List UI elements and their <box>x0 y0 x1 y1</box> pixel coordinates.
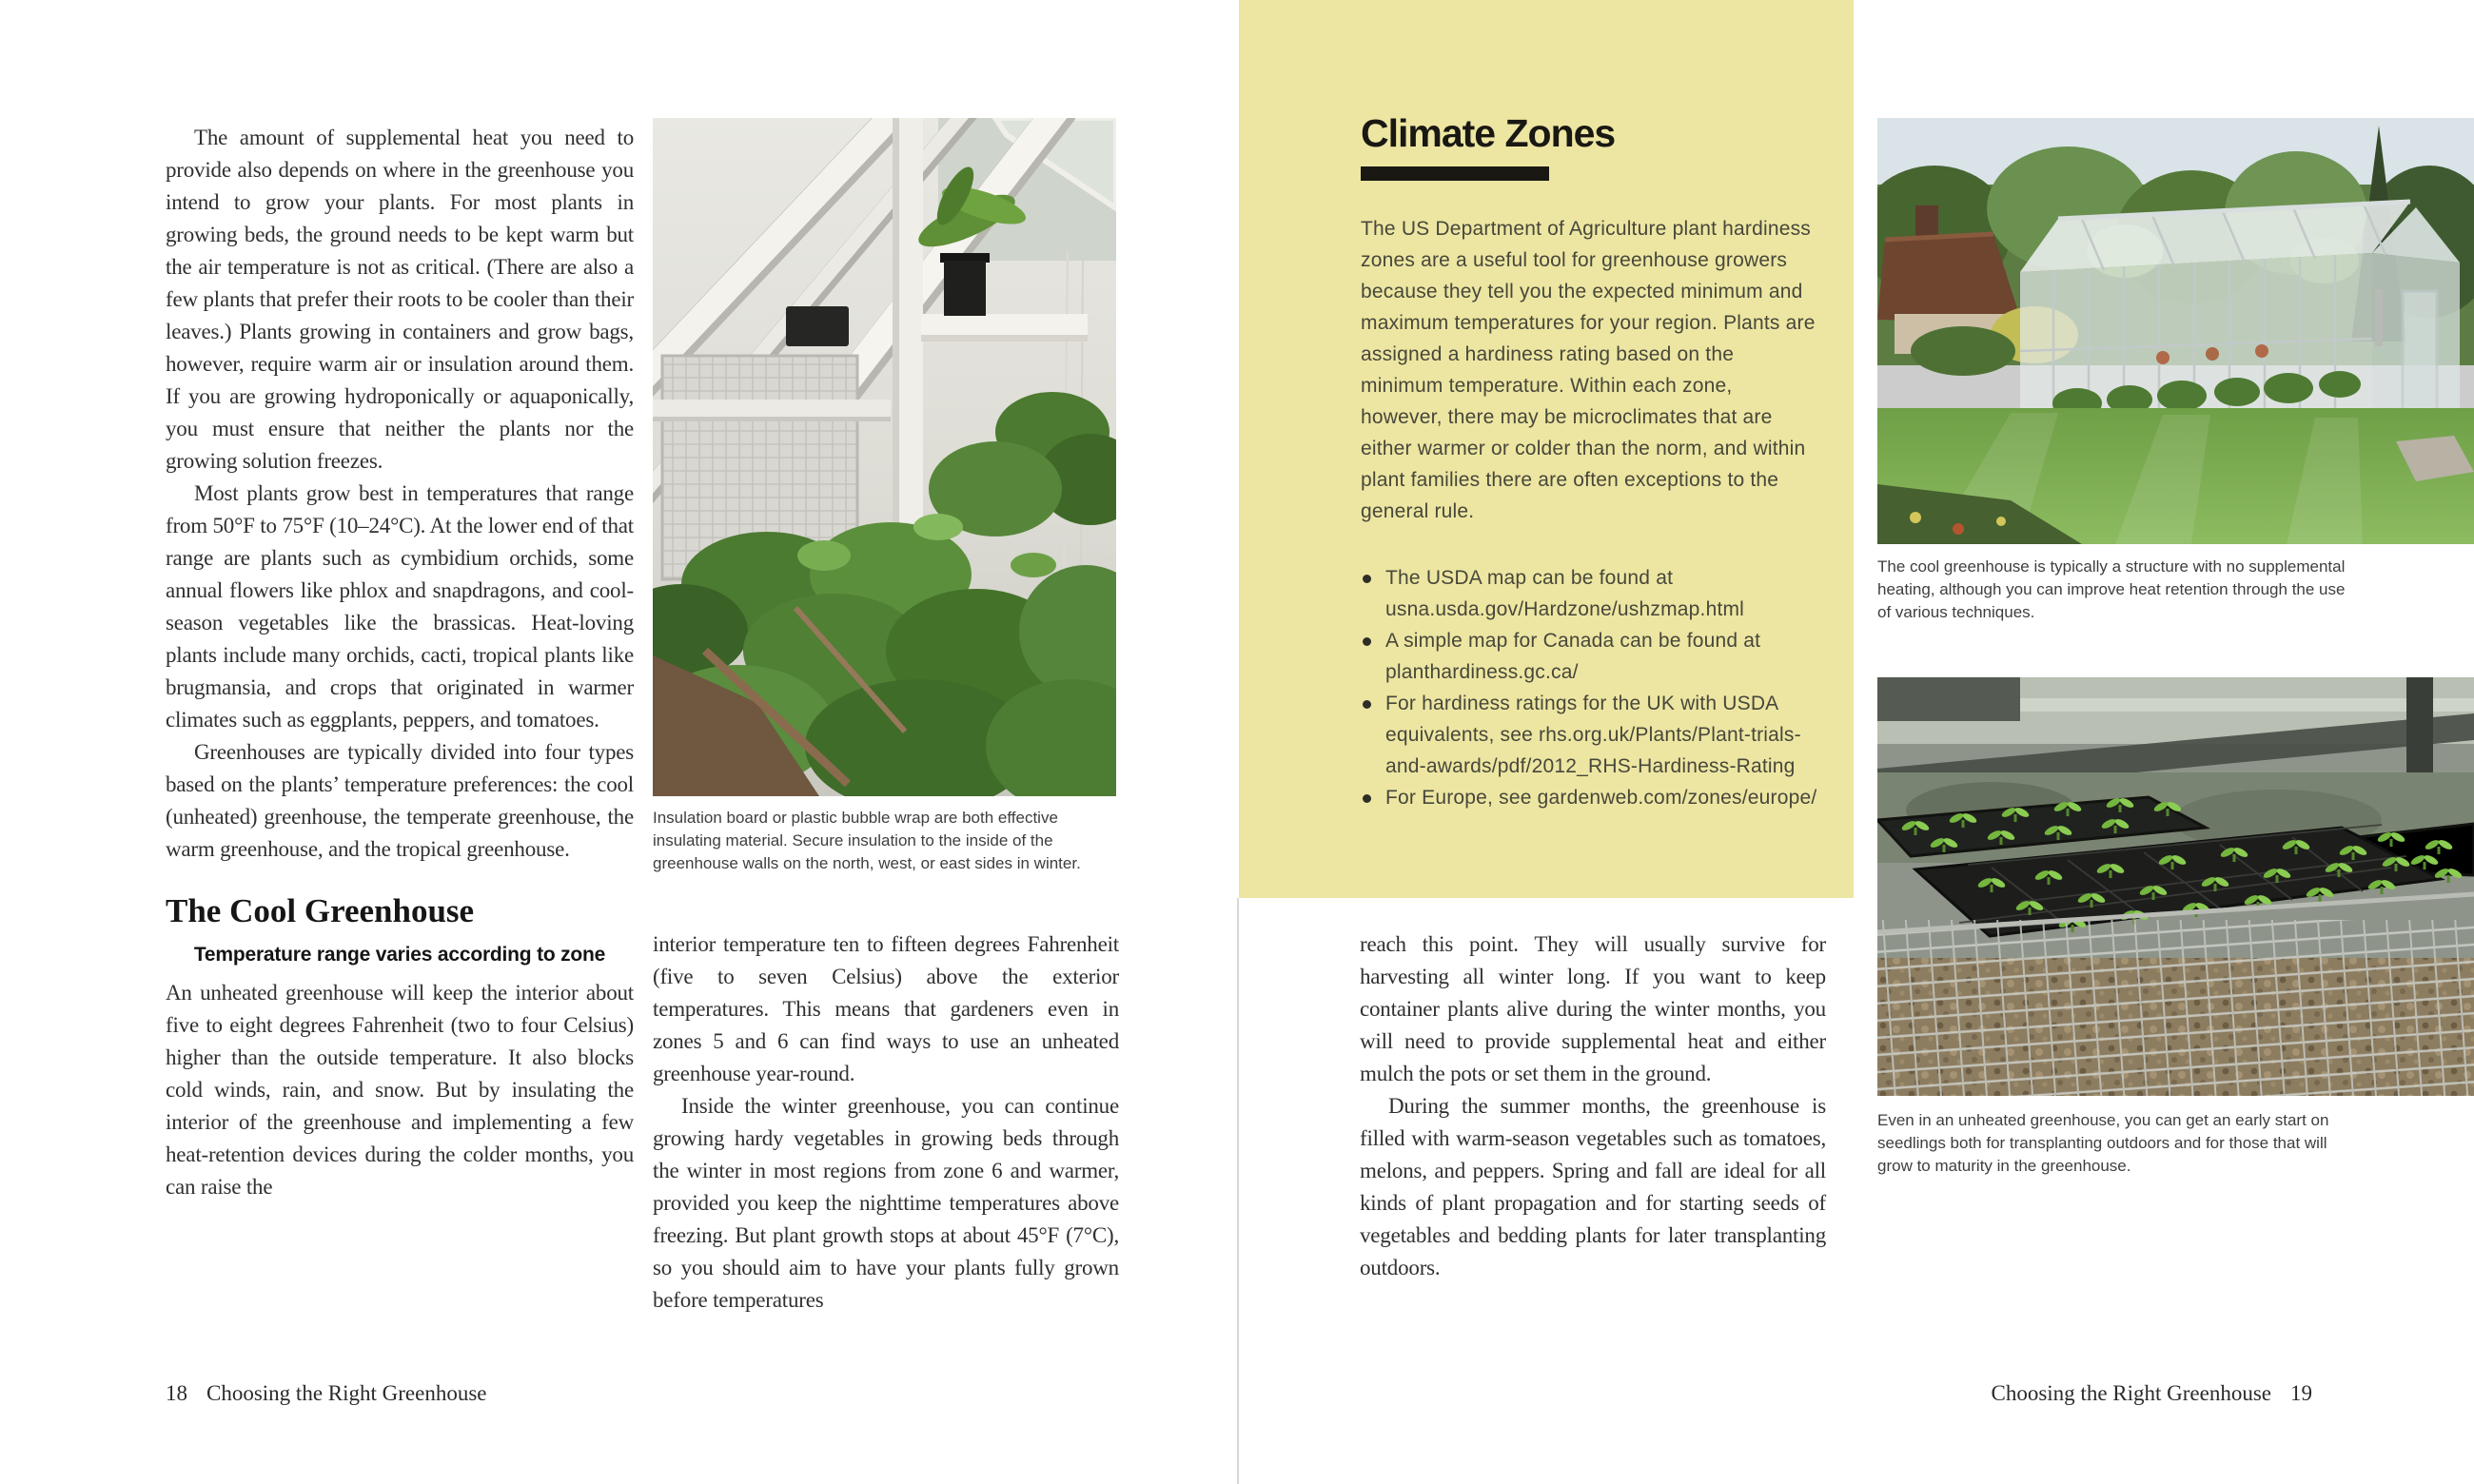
page-number: 19 <box>2290 1381 2312 1405</box>
bullet-text: For Europe, see gardenweb.com/zones/europe/ <box>1385 787 1817 809</box>
photo-caption: Even in an unheated greenhouse, you can get an early start on seedlings both for transplanting outdoors and for those that will grow to maturity in the greenhouse. <box>1877 1111 2329 1175</box>
left-column2-text <box>653 928 1119 1317</box>
list-item <box>1361 625 1817 688</box>
page-number: 18 <box>166 1381 187 1405</box>
list-item <box>1361 782 1817 813</box>
section-subheading: Temperature range varies according to zone <box>193 944 606 966</box>
body-paragraph: Most plants grow best in temperatures that range from 50°F to 75°F (10–24°C). At the lower end of that range are plants such as cymbidium orchids, some annual flowers like phlox and snapdragons, and cool-season vegetables like the brassicas. Heat-loving plants include many orchids, cacti, tropical plants like brugmansia, and crops that originated in warmer climates such as eggplants, peppers, and tomatoes. <box>166 481 634 732</box>
photo-caption: The cool greenhouse is typically a structure with no supplemental heating, although you can improve heat retention through the use of various techniques. <box>1877 557 2346 621</box>
left-page-footer <box>166 1381 487 1406</box>
body-paragraph: reach this point. They will usually survive for harvesting all winter long. If you want to keep container plants alive during the winter months, you will need to provide supplemental heat and either mulch the pots or set them in the ground. <box>1360 932 1826 1085</box>
section-heading: The Cool Greenhouse <box>166 892 475 929</box>
bullet-icon <box>1363 637 1371 646</box>
greenhouse-interior-photo <box>653 118 1116 796</box>
sidebar-intro-text: The US Department of Agriculture plant hardiness zones are a useful tool for greenhouse growers because they tell you the expected minimum and maximum temperatures for your region. Plants are assigned a hardiness rating based on the minimum temperature. Within each zone, however, there may be microclimates that are either warmer or colder than the norm, and within plant families there are often exceptions to the general rule. <box>1361 218 1816 522</box>
body-paragraph: Inside the winter greenhouse, you can continue growing hardy vegetables in growing beds through the winter in most regions from zone 6 and warmer, provided you keep the nighttime temperatures above freezing. But plant growth stops at about 45°F (7°C), so you should aim to have your plants fully grown before temperatures <box>653 1094 1119 1312</box>
title-underline-bar <box>1361 166 1549 181</box>
sidebar-bullet-list <box>1361 562 1817 813</box>
bullet-icon <box>1363 794 1371 803</box>
running-head: Choosing the Right Greenhouse <box>206 1381 487 1405</box>
bullet-text: The USDA map can be found at usna.usda.gov/Hardzone/ushzmap.html <box>1385 567 1745 620</box>
list-item <box>1361 688 1817 782</box>
sidebar-title: Climate Zones <box>1361 111 1616 155</box>
right-column-text <box>1360 928 1826 1284</box>
bullet-text: For hardiness ratings for the UK with USDA equivalents, see rhs.org.uk/Plants/Plant-trials-and-awards/pdf/2012_RHS-Hardiness-Rating <box>1385 693 1801 777</box>
photo-caption: Insulation board or plastic bubble wrap are both effective insulating material. Secure insulation to the inside of the greenhouse walls on the north, west, or east sides in winter. <box>653 809 1081 872</box>
climate-zones-sidebar <box>1239 0 1854 898</box>
running-head: Choosing the Right Greenhouse <box>1991 1381 2271 1405</box>
seedling-trays-photo <box>1877 677 2474 1096</box>
body-paragraph: During the summer months, the greenhouse is filled with warm-season vegetables such as tomatoes, melons, and peppers. Spring and fall are ideal for all kinds of plant propagation and for starting seeds of vegetables and bedding plants for later transplanting outdoors. <box>1360 1094 1826 1279</box>
cool-greenhouse-garden-photo <box>1877 118 2474 544</box>
right-page-footer <box>1865 1381 2312 1406</box>
page-gutter-divider <box>1237 898 1239 1484</box>
body-paragraph: interior temperature ten to fifteen degrees Fahrenheit (five to seven Celsius) above the exterior temperatures. This means that gardeners even in zones 5 and 6 can find ways to use an unheated greenhouse year-round. <box>653 932 1119 1085</box>
bullet-text: A simple map for Canada can be found at planthardiness.gc.ca/ <box>1385 630 1761 683</box>
bullet-icon <box>1363 700 1371 709</box>
list-item <box>1361 562 1817 625</box>
body-paragraph: The amount of supplemental heat you need to provide also depends on where in the greenhouse you intend to grow your plants. For most plants in growing beds, the ground needs to be kept warm but the air temperature is not as critical. (There are also a few plants that prefer their roots to be cooler than their leaves.) Plants growing in containers and grow bags, however, require warm air or insulation around them. If you are growing hydroponically or aquaponically, you must ensure that neither the plants nor the growing solution freezes. <box>166 126 634 473</box>
body-paragraph: Greenhouses are typically divided into four types based on the plants’ temperature preferences: the cool (unheated) greenhouse, the temperate greenhouse, the warm greenhouse, and the tropical greenhouse. <box>166 740 634 861</box>
bullet-icon <box>1363 575 1371 583</box>
left-column-text <box>166 122 634 1203</box>
body-paragraph: An unheated greenhouse will keep the interior about five to eight degrees Fahrenheit (two to four Celsius) higher than the outside temperature. It also blocks cold winds, rain, and snow. But by insulating the interior of the greenhouse and implementing a few heat-retention devices during the colder months, you can raise the <box>166 981 634 1199</box>
